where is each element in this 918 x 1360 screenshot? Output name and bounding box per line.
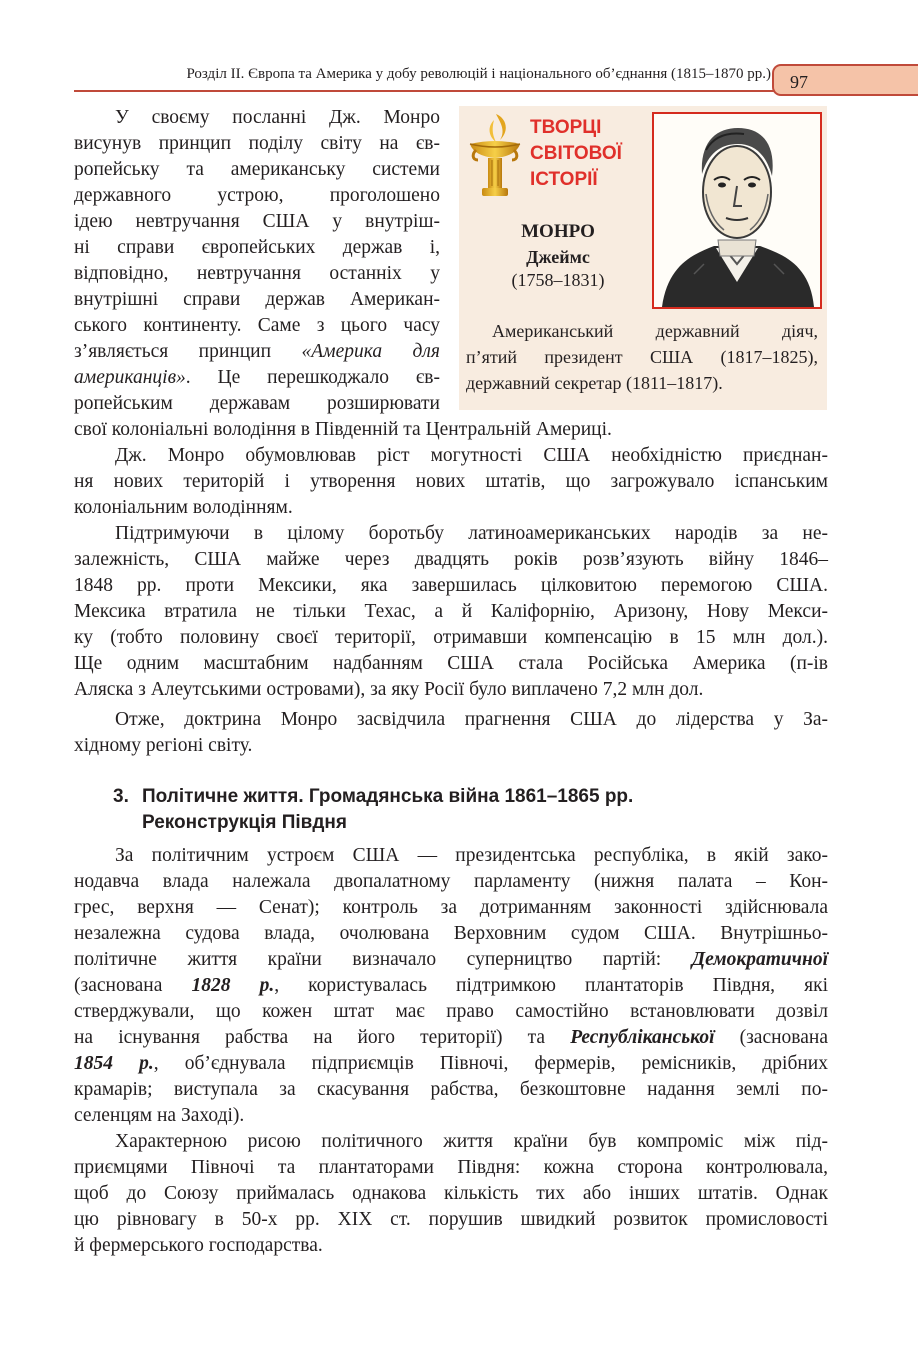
paragraph-line: ропейську та американську системи bbox=[74, 159, 440, 180]
paragraph-text: , користувалась підтримкою плантаторів Півдня, які bbox=[274, 975, 829, 996]
paragraph-line: свої колоніальні володіння в Південній та Центральній Америці. bbox=[74, 419, 612, 440]
paragraph-line bbox=[74, 339, 440, 365]
portrait-frame bbox=[652, 112, 822, 309]
paragraph-line: Дж. Монро обумовлював ріст могутності США необхідністю приєднан- bbox=[115, 445, 828, 466]
paragraph-line: залежність, США майже через двадцять років розв’язують війну 1846– bbox=[74, 549, 828, 570]
paragraph-line: Мексика втратила не тільки Техас, а й Каліфорнію, Аризону, Нову Мекси- bbox=[74, 601, 828, 622]
page-number: 97 bbox=[790, 72, 808, 92]
emphasis-year: 1828 р. bbox=[191, 975, 275, 996]
paragraph-line: колоніальним володінням. bbox=[74, 497, 293, 518]
sidebar-caption-line-3: державний секретар (1811–1817). bbox=[466, 373, 723, 393]
person-first-name: Джеймс bbox=[526, 247, 590, 267]
paragraph-line: державного устрою, проголошено bbox=[74, 185, 440, 206]
paragraph-text: політичне життя країни визначало суперництво партій: bbox=[74, 949, 692, 970]
paragraph-text: з’являється принцип bbox=[74, 341, 302, 362]
paragraph-line: Отже, доктрина Монро засвідчила прагнення США до лідерства у За- bbox=[115, 709, 828, 730]
header-rule bbox=[74, 90, 774, 92]
paragraph-line bbox=[74, 1051, 828, 1077]
creators-title-line-3: ІСТОРІЇ bbox=[530, 169, 598, 190]
section-title-line-2: Реконструкція Півдня bbox=[142, 812, 347, 833]
paragraph-line: За політичним устроєм США — президентська республіка, в якій зако- bbox=[115, 845, 828, 866]
lamp-icon bbox=[466, 110, 524, 202]
creators-title-line-2: СВІТОВОЇ bbox=[530, 143, 622, 164]
paragraph-line bbox=[74, 365, 440, 391]
paragraph-line: грес, верхня — Сенат); контроль за дотриманням законності здійснювала bbox=[74, 897, 828, 918]
paragraph-line: нодавча влада належала двопалатному парламенту (нижня палата – Кон- bbox=[74, 871, 828, 892]
section-title-line-1: Політичне життя. Громадянська війна 1861–1865 рр. bbox=[142, 786, 634, 807]
paragraph-line: ського континенту. Саме з цього часу bbox=[74, 315, 440, 336]
paragraph-line: Аляска з Алеутськими островами), за яку Росії було виплачено 7,2 млн дол. bbox=[74, 679, 704, 700]
quote-italic: американців» bbox=[74, 367, 186, 388]
paragraph-line: ропейським державам розширювати bbox=[74, 393, 440, 414]
paragraph-line: селенцям на Заході). bbox=[74, 1105, 245, 1126]
creators-title-line-1: ТВОРЦІ bbox=[530, 117, 602, 138]
paragraph-line: ідею невтручання США у внутріш- bbox=[74, 211, 440, 232]
paragraph-line bbox=[74, 1025, 828, 1051]
paragraph-text: (заснована bbox=[74, 975, 192, 996]
paragraph-line: приємцями Півночі та плантаторами Півдня: кожна сторона контролювала, bbox=[74, 1157, 828, 1178]
paragraph-line: Ще одним масштабним надбанням США стала Російська Америка (п-ів bbox=[74, 653, 828, 674]
person-surname: МОНРО bbox=[521, 221, 595, 242]
person-years: (1758–1831) bbox=[511, 270, 605, 290]
paragraph-line: цю рівновагу в 50-х рр. XIX ст. порушив швидкий розвиток промисловості bbox=[74, 1209, 828, 1230]
party-name: Республіканської bbox=[570, 1027, 715, 1048]
paragraph-line: відповідно, невтручання останніх у bbox=[74, 263, 440, 284]
section-number: 3. bbox=[113, 786, 129, 807]
paragraph-line: У своєму посланні Дж. Монро bbox=[115, 107, 440, 128]
sidebar-caption-line-1: Американський державний діяч, bbox=[492, 321, 818, 341]
paragraph-line: висунув принцип поділу світу на єв- bbox=[74, 133, 440, 154]
paragraph-line: ку (тобто половину своєї території, отримавши компенсацію в 15 млн дол.). bbox=[74, 627, 828, 648]
section-heading bbox=[113, 784, 813, 838]
quote-italic: «Америка для bbox=[301, 341, 440, 362]
paragraph-line: Підтримуючи в цілому боротьбу латиноамериканських народів за не- bbox=[115, 523, 828, 544]
paragraph-text: на існування рабства на його території) та bbox=[74, 1027, 571, 1048]
paragraph-line bbox=[74, 973, 828, 999]
paragraph-line: ні справи європейських держав і, bbox=[74, 237, 440, 258]
paragraph-line bbox=[74, 947, 828, 973]
running-header: Розділ ІІ. Європа та Америка у добу революцій і національного об’єднання (1815–1870 рр.) bbox=[186, 66, 771, 82]
paragraph-line: 1848 рр. проти Мексики, яка завершилась цілковитою перемогою США. bbox=[74, 575, 828, 596]
paragraph-line: крамарів; виступала за скасування рабства, безкоштовне надання землі по- bbox=[74, 1079, 828, 1100]
paragraph-line: й фермерського господарства. bbox=[74, 1235, 323, 1256]
paragraph-text: . Це перешкоджало єв- bbox=[185, 367, 440, 388]
paragraph-line: ня нових територій і утворення нових штатів, що загрожувало іспанським bbox=[74, 471, 828, 492]
paragraph-line: внутрішні справи держав Американ- bbox=[74, 289, 440, 310]
paragraph-text: (заснована bbox=[714, 1027, 828, 1048]
party-name: Демократичної bbox=[691, 949, 828, 970]
paragraph-line: стверджували, що кожен штат має право самостійно встановлювати дозвіл bbox=[74, 1001, 828, 1022]
emphasis-year: 1854 р. bbox=[74, 1053, 154, 1074]
portrait-image bbox=[654, 114, 820, 307]
paragraph-line: щоб до Союзу приймалась однакова кількість тих або інших штатів. Однак bbox=[74, 1183, 828, 1204]
paragraph-line: Характерною рисою політичного життя країни був компроміс між під- bbox=[115, 1131, 828, 1152]
paragraph-line: незалежна судова влада, очолювана Верховним судом США. Внутрішньо- bbox=[74, 923, 828, 944]
paragraph-line: хідному регіоні світу. bbox=[74, 735, 253, 756]
paragraph-text: , об’єднувала підприємців Півночі, фермерів, ремісників, дрібних bbox=[153, 1053, 828, 1074]
sidebar-caption-line-2: п’ятий президент США (1817–1825), bbox=[466, 347, 818, 367]
